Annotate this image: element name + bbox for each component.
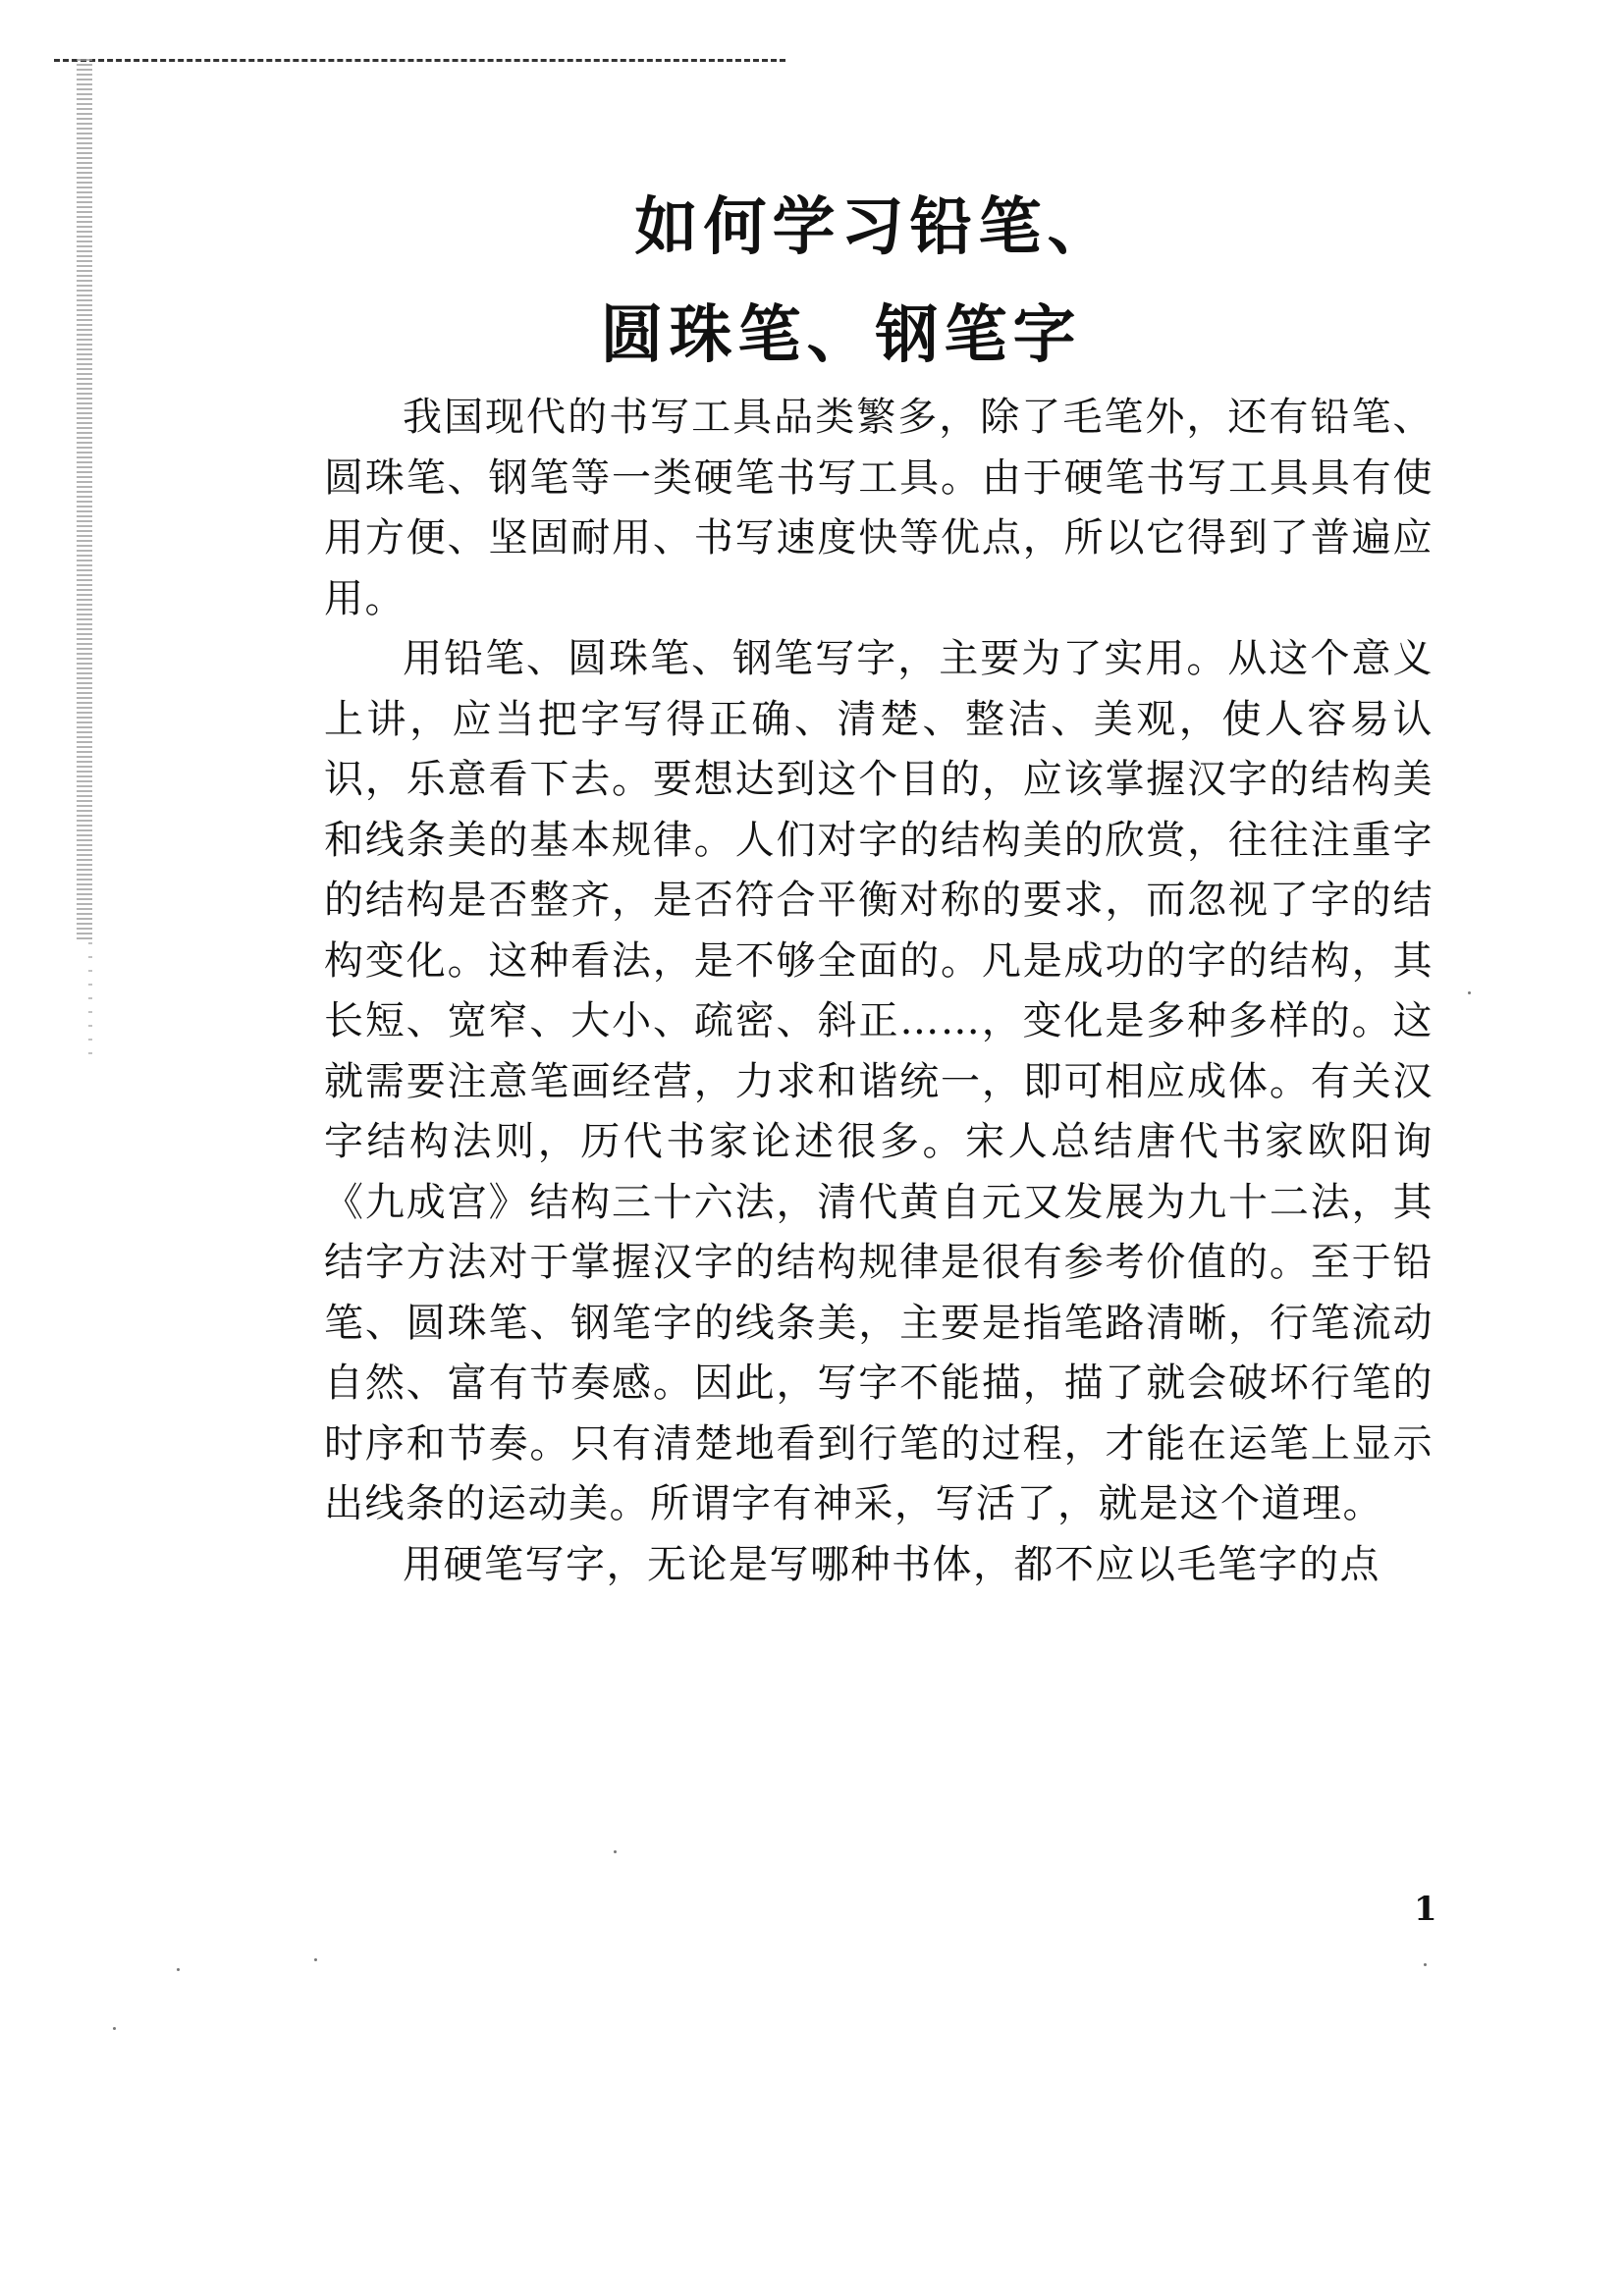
page-number: 1 [1414, 1890, 1437, 1929]
scan-speck [314, 1958, 317, 1961]
page-title-line-2: 圆珠笔、钢笔字 [600, 299, 1082, 372]
paragraph-1: 我国现代的书写工具品类繁多，除了毛笔外，还有铅笔、圆珠笔、钢笔等一类硬笔书写工具。由于硬笔书写工具具有使用方便、坚固耐用、书写速度快等优点，所以它得到了普遍应用。 [324, 395, 1434, 621]
binding-edge-artifact-lower [88, 942, 92, 1060]
scan-speck [1424, 1963, 1427, 1966]
page-title-line-1: 如何学习铅笔、 [634, 191, 1116, 264]
scan-speck [614, 1850, 617, 1853]
scan-speck [1468, 991, 1471, 994]
scan-speck [113, 2027, 116, 2030]
article-body [324, 388, 1434, 1595]
scan-dashed-line [54, 59, 785, 62]
paragraph-2: 用铅笔、圆珠笔、钢笔写字，主要为了实用。从这个意义上讲，应当把字写得正确、清楚、整洁、美观，使人容易认识，乐意看下去。要想达到这个目的，应该掌握汉字的结构美和线条美的基本规律。人们对字的结构美的欣赏，往往注重字的结构是否整齐，是否符合平衡对称的要求，而忽视了字的结构变化。这种看法，是不够全面的。凡是成功的字的结构，其长短、宽窄、大小、疏密、斜正……，变化是多种多样的。这就需要注意笔画经营，力求和谐统一，即可相应成体。有关汉字结构法则，历代书家论述很多。宋人总结唐代书家欧阳询《九成宫》结构三十六法，清代黄自元又发展为九十二法，其结字方法对于掌握汉字的结构规律是很有参考价值的。至于铅笔、圆珠笔、钢笔字的线条美，主要是指笔路清晰，行笔流动自然、富有节奏感。因此，写字不能描，描了就会破坏行笔的时序和节奏。只有清楚地看到行笔的过程，才能在运笔上显示出线条的运动美。所谓字有神采，写活了，就是这个道理。 [324, 636, 1434, 1526]
paragraph-3: 用硬笔写字，无论是写哪种书体，都不应以毛笔字的点 [403, 1541, 1380, 1587]
scan-speck [177, 1968, 180, 1971]
binding-edge-artifact [77, 59, 92, 942]
